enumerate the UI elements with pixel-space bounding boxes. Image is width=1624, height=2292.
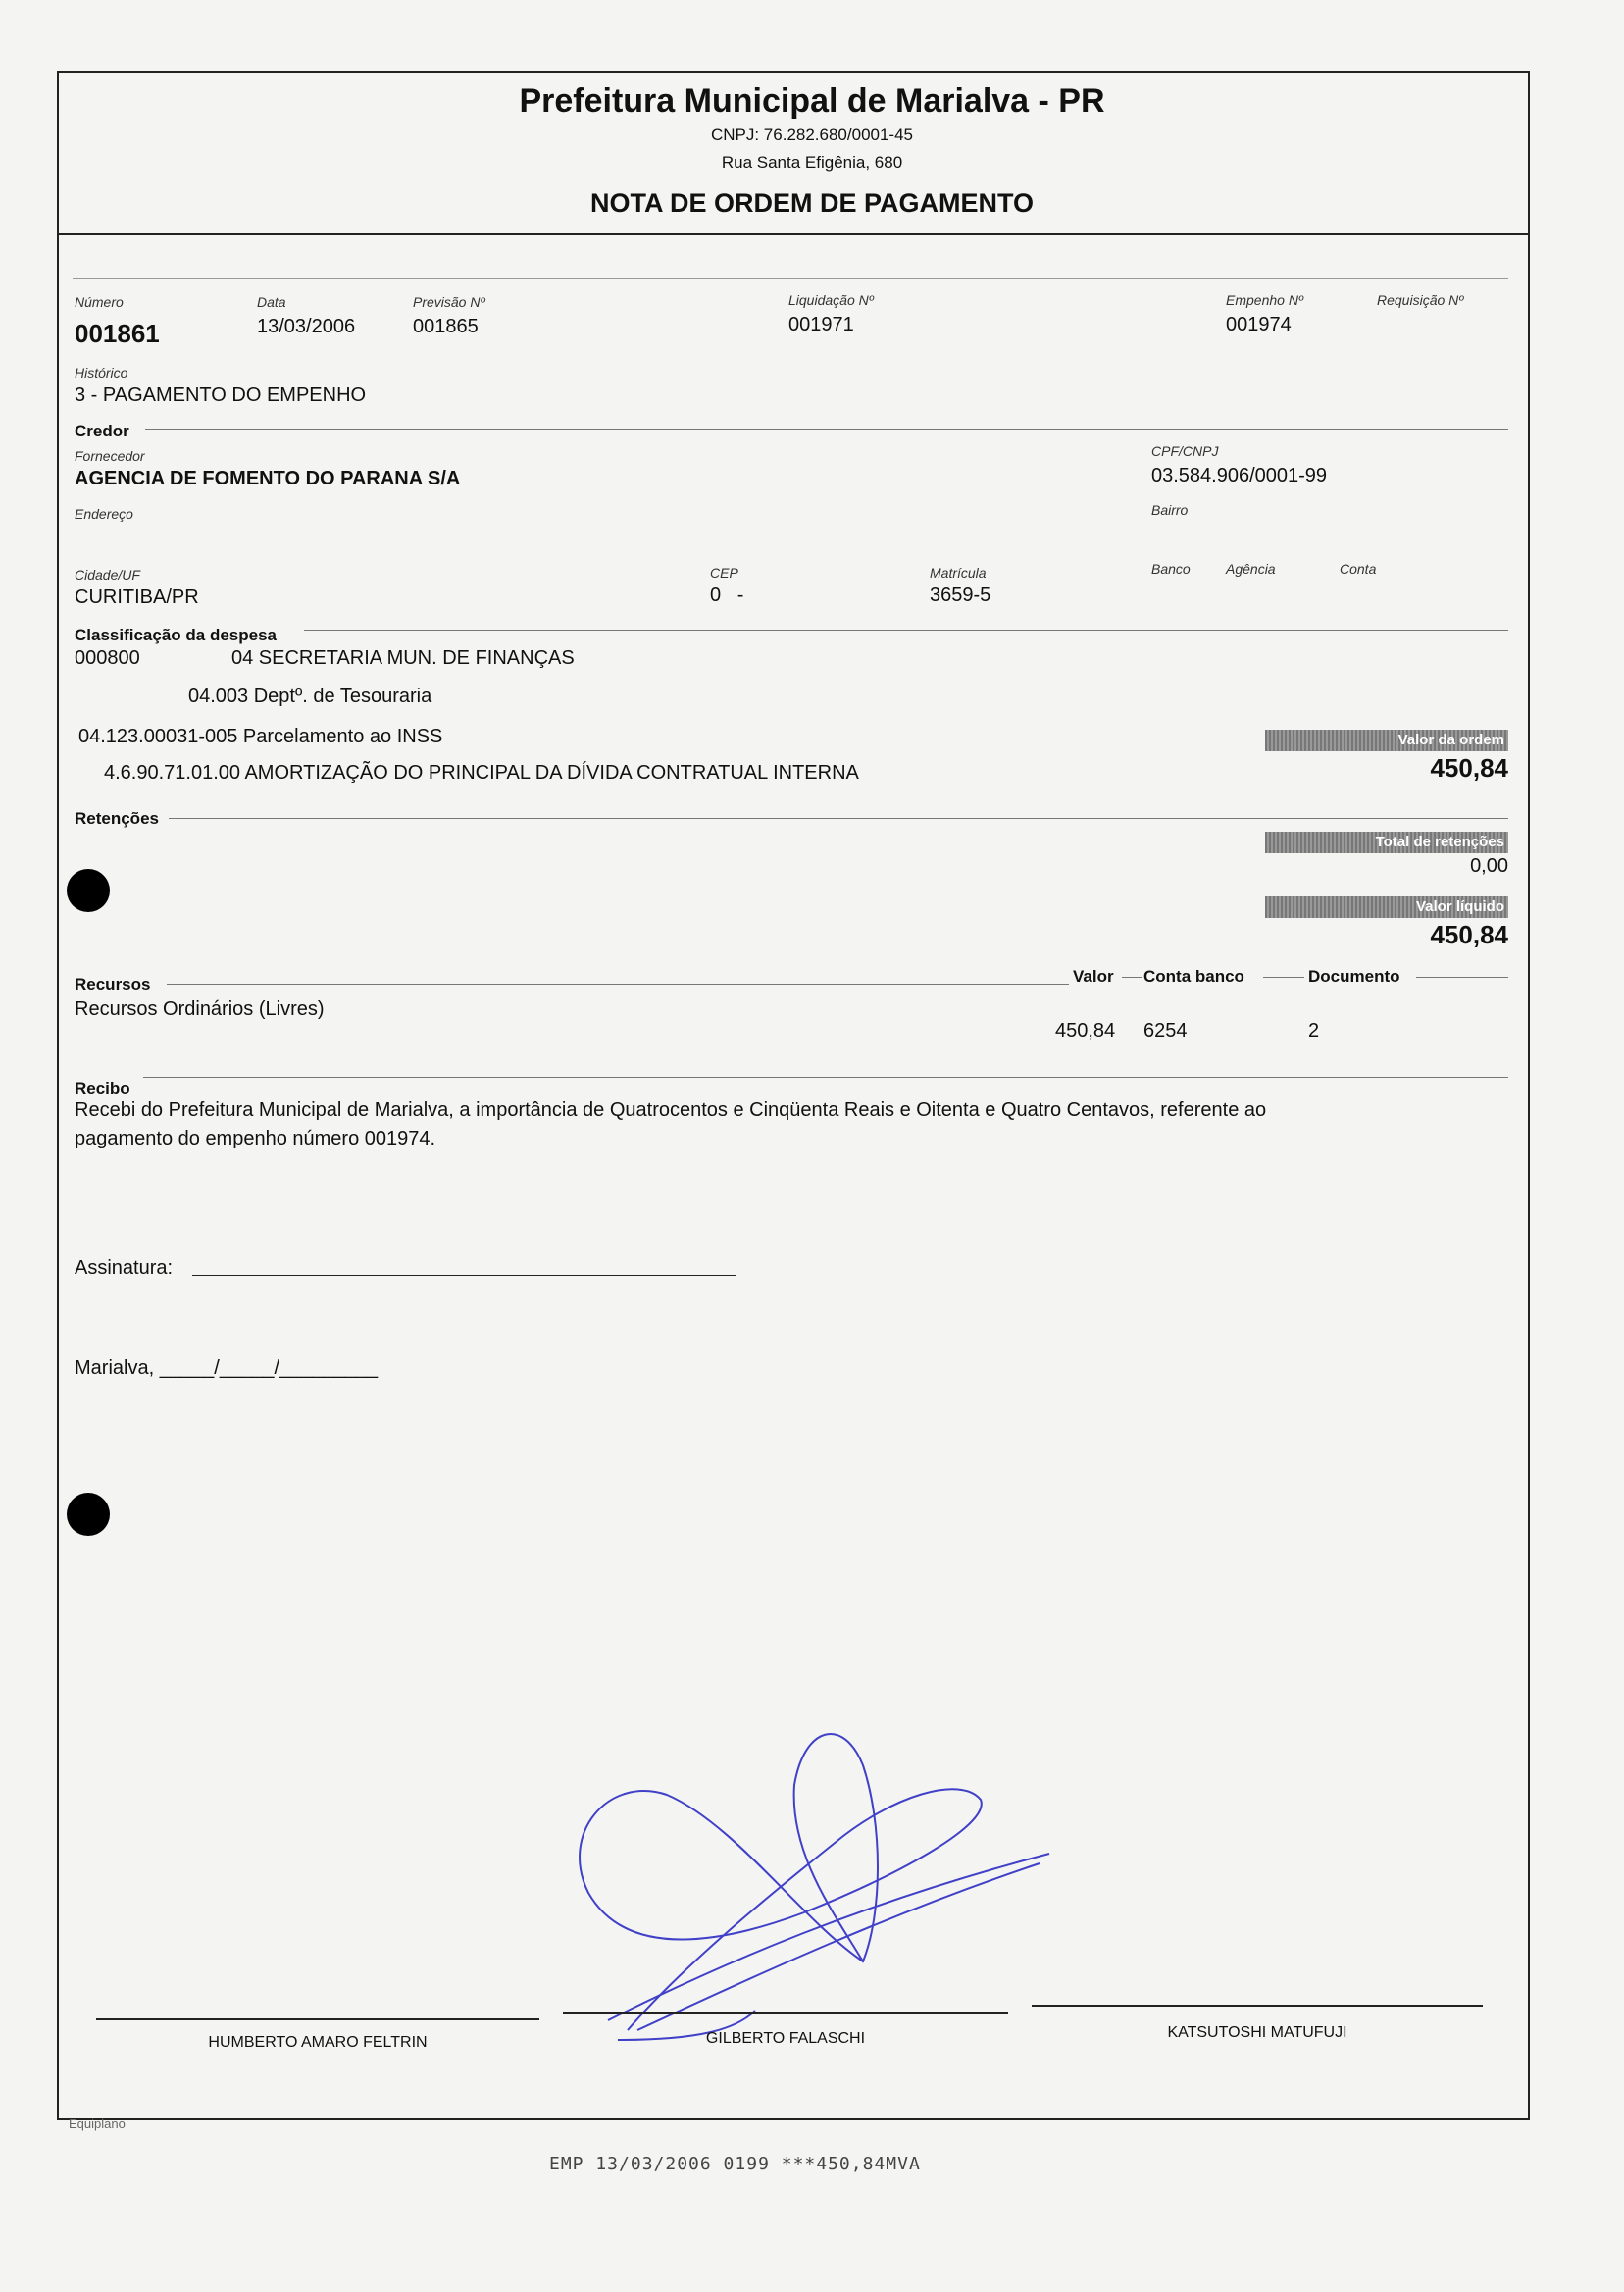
cidade-value: CURITIBA/PR [75,586,199,608]
assinatura-label: Assinatura: [75,1257,174,1279]
numero-value: 001861 [75,319,160,348]
empenho-value: 001974 [1226,314,1292,335]
bairro-label: Bairro [1151,502,1189,518]
retencoes-rule [169,818,1508,819]
recursos-section-title: Recursos [75,975,151,993]
signature-line-2 [563,2012,1008,2014]
recursos-documento-label: Documento [1308,967,1400,986]
recursos-conta: 6254 [1143,1020,1188,1042]
recursos-documento: 2 [1308,1020,1320,1042]
historico-value: 3 - PAGAMENTO DO EMPENHO [75,384,367,406]
cnpj-text: CNPJ: 76.282.680/0001-45 [710,126,914,144]
recursos-rule-3 [1263,977,1304,978]
valor-liquido-value: 450,84 [1430,920,1508,949]
total-retencoes-value: 0,00 [1470,855,1508,877]
address-text: Rua Santa Efigênia, 680 [721,153,903,172]
classificacao-rule [304,630,1508,631]
signatory-2: GILBERTO FALASCHI [705,2030,866,2047]
classificacao-projeto: 04.123.00031-005 Parcelamento ao INSS [78,726,443,747]
classificacao-orgao: 04 SECRETARIA MUN. DE FINANÇAS [231,647,575,669]
credor-section-title: Credor [75,422,129,440]
signature-line-3 [1032,2005,1483,2007]
cep-label: CEP [710,565,738,581]
conta-label: Conta [1340,561,1377,577]
empenho-label: Empenho Nº [1226,292,1304,308]
assinatura-line [192,1275,736,1276]
valor-liquido-label: Valor líquido [1265,896,1508,918]
recursos-rule-1 [167,984,1069,985]
recursos-valor: 450,84 [1055,1020,1116,1042]
valor-ordem-label: Valor da ordem [1265,730,1508,751]
signature-line-1 [96,2018,539,2020]
recursos-rule-2 [1122,977,1142,978]
classificacao-section-title: Classificação da despesa [75,626,278,644]
numero-label: Número [75,294,124,310]
cep-value: 0 - [710,585,744,606]
previsao-value: 001865 [413,316,479,337]
footer-stamp: EMP 13/03/2006 0199 ***450,84MVA [549,2154,921,2174]
retencoes-section-title: Retenções [75,809,159,828]
cpf-value: 03.584.906/0001-99 [1151,465,1328,486]
banco-label: Banco [1151,561,1191,577]
punch-hole-top [67,869,110,912]
recibo-text-line-1: Recebi do Prefeitura Municipal de Marialva, a importância de Quatrocentos e Cinqüenta Reais e Oitenta e Quatro Centavos, referente ao [75,1099,1267,1121]
signatory-3: KATSUTOSHI MATUFUJI [1167,2024,1347,2041]
document-title: NOTA DE ORDEM DE PAGAMENTO [589,188,1034,218]
classificacao-elemento: 4.6.90.71.01.00 AMORTIZAÇÃO DO PRINCIPAL DA DÍVIDA CONTRATUAL INTERNA [104,762,859,784]
handwritten-signature [569,1716,1079,2050]
marialva-date: Marialva, _____/_____/_________ [75,1357,379,1379]
fornecedor-value: AGENCIA DE FOMENTO DO PARANA S/A [75,468,461,489]
equiplano-brand: Equiplano [69,2116,126,2131]
requisicao-label: Requisição Nº [1377,292,1464,308]
total-retencoes-label: Total de retenções [1265,832,1508,853]
punch-hole-bottom [67,1493,110,1536]
matricula-label: Matrícula [930,565,987,581]
recibo-section-title: Recibo [75,1079,130,1097]
signatory-1: HUMBERTO AMARO FELTRIN [208,2034,428,2051]
endereco-label: Endereço [75,506,133,522]
header-divider [57,233,1530,235]
inner-divider [73,278,1508,279]
recibo-rule [143,1077,1508,1078]
fornecedor-label: Fornecedor [75,448,145,464]
previsao-label: Previsão Nº [413,294,485,310]
classificacao-code: 000800 [75,647,140,669]
recibo-text-line-2: pagamento do empenho número 001974. [75,1128,436,1149]
agencia-label: Agência [1226,561,1276,577]
cpf-label: CPF/CNPJ [1151,443,1219,459]
cidade-label: Cidade/UF [75,567,140,583]
valor-ordem-value: 450,84 [1430,753,1508,783]
classificacao-unidade: 04.003 Deptº. de Tesouraria [188,686,432,707]
historico-label: Histórico [75,365,128,381]
matricula-value: 3659-5 [930,585,991,606]
recursos-valor-label: Valor [1073,967,1114,986]
data-value: 13/03/2006 [257,316,356,337]
credor-rule [145,429,1508,430]
liquidacao-label: Liquidação Nº [788,292,874,308]
liquidacao-value: 001971 [788,314,854,335]
recursos-conta-label: Conta banco [1143,967,1244,986]
recursos-rule-4 [1416,977,1508,978]
municipality-title: Prefeitura Municipal de Marialva - PR [519,82,1105,120]
data-label: Data [257,294,286,310]
recursos-descricao: Recursos Ordinários (Livres) [75,998,325,1020]
